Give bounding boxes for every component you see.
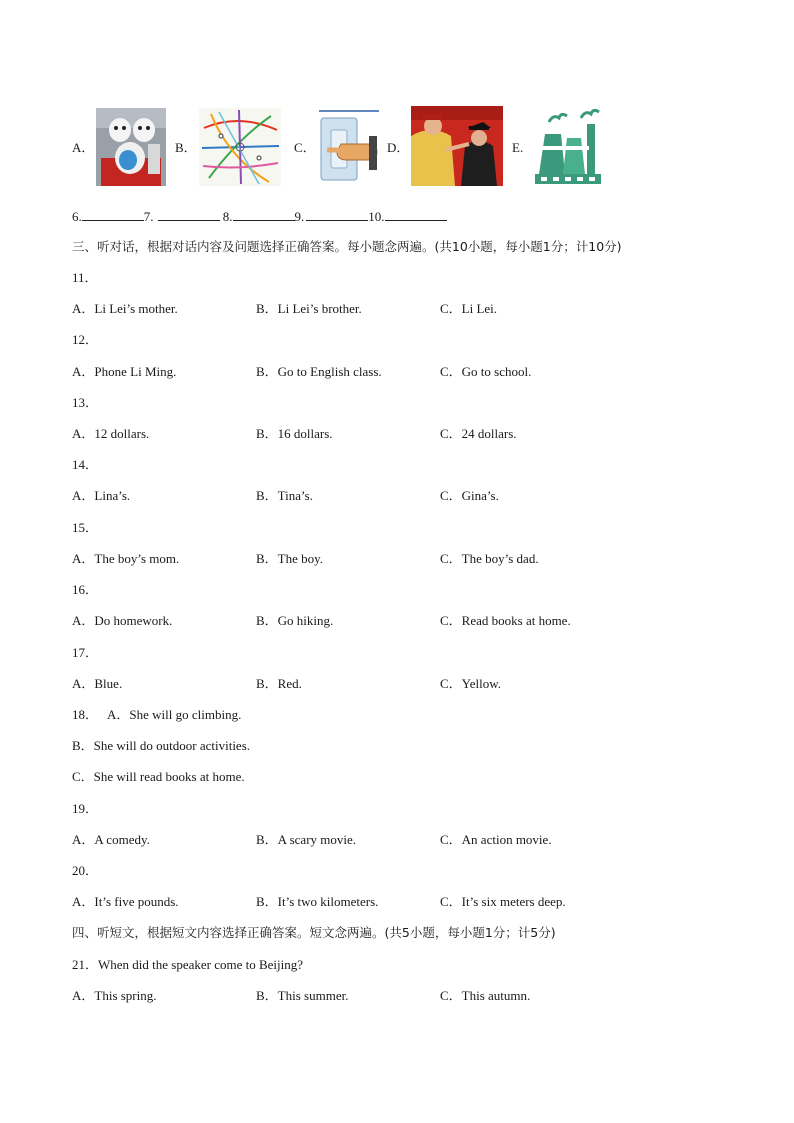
option-a[interactable]: A．Lina’s.	[72, 488, 131, 503]
picture-label-b: B．	[175, 140, 197, 155]
option-c[interactable]: C．Li Lei.	[440, 301, 498, 316]
option-c[interactable]: C．24 dollars.	[440, 426, 517, 441]
answer-blank-8[interactable]	[233, 208, 295, 221]
option-c[interactable]: C．Go to school.	[440, 364, 532, 379]
option-b[interactable]: B．Go to English class.	[256, 364, 382, 379]
question-number: 14．	[72, 457, 99, 472]
option-b[interactable]: B．Red.	[256, 676, 302, 691]
question-number: 13．	[72, 395, 99, 410]
option-c[interactable]: C．Read books at home.	[440, 613, 571, 628]
option-c[interactable]: C．The boy’s dad.	[440, 551, 539, 566]
option-a[interactable]: A．It’s five pounds.	[72, 894, 179, 909]
question-number: 11．	[72, 270, 98, 285]
blank-label-7: 7.	[143, 209, 154, 224]
picture-label-e: E.	[512, 140, 524, 155]
picture-options-row	[0, 100, 794, 195]
blank-label-8: 8.	[222, 209, 233, 224]
option-b[interactable]: B．This summer.	[256, 988, 349, 1003]
answer-blank-6[interactable]	[82, 208, 144, 221]
option-c[interactable]: C．Gina’s.	[440, 488, 499, 503]
light-switch	[317, 108, 381, 186]
question-number: 12．	[72, 332, 99, 347]
option-a[interactable]: A．12 dollars.	[72, 426, 150, 441]
question21-stem: 21．When did the speaker come to Beijing?	[72, 957, 304, 972]
question18-option-c[interactable]: C．She will read books at home.	[72, 769, 245, 784]
section4-header: 四、听短文，根据短文内容选择正确答案。短文念两遍。(共5小题，每小题1分；计5分)	[72, 925, 556, 940]
option-a[interactable]: A．A comedy.	[72, 832, 150, 847]
option-c[interactable]: C．It’s six meters deep.	[440, 894, 566, 909]
option-b[interactable]: B．Li Lei’s brother.	[256, 301, 362, 316]
option-b[interactable]: B．A scary movie.	[256, 832, 357, 847]
blank-label-9: 9.	[294, 209, 305, 224]
answer-blank-10[interactable]	[385, 208, 447, 221]
question-number: 19．	[72, 801, 99, 816]
question-number: 20．	[72, 863, 99, 878]
answer-blank-9[interactable]	[306, 208, 368, 221]
subway-map	[199, 108, 281, 186]
answer-blank-7[interactable]	[158, 208, 220, 221]
option-a[interactable]: A．The boy’s mom.	[72, 551, 180, 566]
option-a[interactable]: A．Blue.	[72, 676, 123, 691]
question18-option-a[interactable]: 18． A．She will go climbing.	[72, 707, 242, 722]
option-b[interactable]: B．Go hiking.	[256, 613, 334, 628]
graduation-photo	[411, 106, 503, 186]
option-b[interactable]: B．The boy.	[256, 551, 324, 566]
question-number: 15．	[72, 520, 99, 535]
mascots-photo	[96, 108, 166, 186]
option-a[interactable]: A．Do homework.	[72, 613, 173, 628]
question18-option-b[interactable]: B．She will do outdoor activities.	[72, 738, 251, 753]
answer-blanks-6-10	[72, 208, 447, 225]
blank-label-6: 6.	[72, 209, 82, 224]
factory-icon	[531, 108, 605, 186]
option-c[interactable]: C．An action movie.	[440, 832, 552, 847]
picture-label-d: D．	[387, 140, 410, 155]
option-a[interactable]: A．Li Lei’s mother.	[72, 301, 178, 316]
option-c[interactable]: C．This autumn.	[440, 988, 531, 1003]
option-b[interactable]: B．Tina’s.	[256, 488, 313, 503]
option-b[interactable]: B．It’s two kilometers.	[256, 894, 379, 909]
picture-label-a: A．	[72, 140, 95, 155]
question-number: 16．	[72, 582, 99, 597]
picture-label-c: C．	[294, 140, 316, 155]
option-a[interactable]: A．Phone Li Ming.	[72, 364, 177, 379]
option-b[interactable]: B．16 dollars.	[256, 426, 333, 441]
question-number: 17．	[72, 645, 99, 660]
option-c[interactable]: C．Yellow.	[440, 676, 502, 691]
section3-header: 三、听对话，根据对话内容及问题选择正确答案。每小题念两遍。(共10小题，每小题1分；计10分)	[72, 239, 622, 254]
option-a[interactable]: A．This spring.	[72, 988, 157, 1003]
blank-label-10: 10.	[368, 209, 385, 224]
